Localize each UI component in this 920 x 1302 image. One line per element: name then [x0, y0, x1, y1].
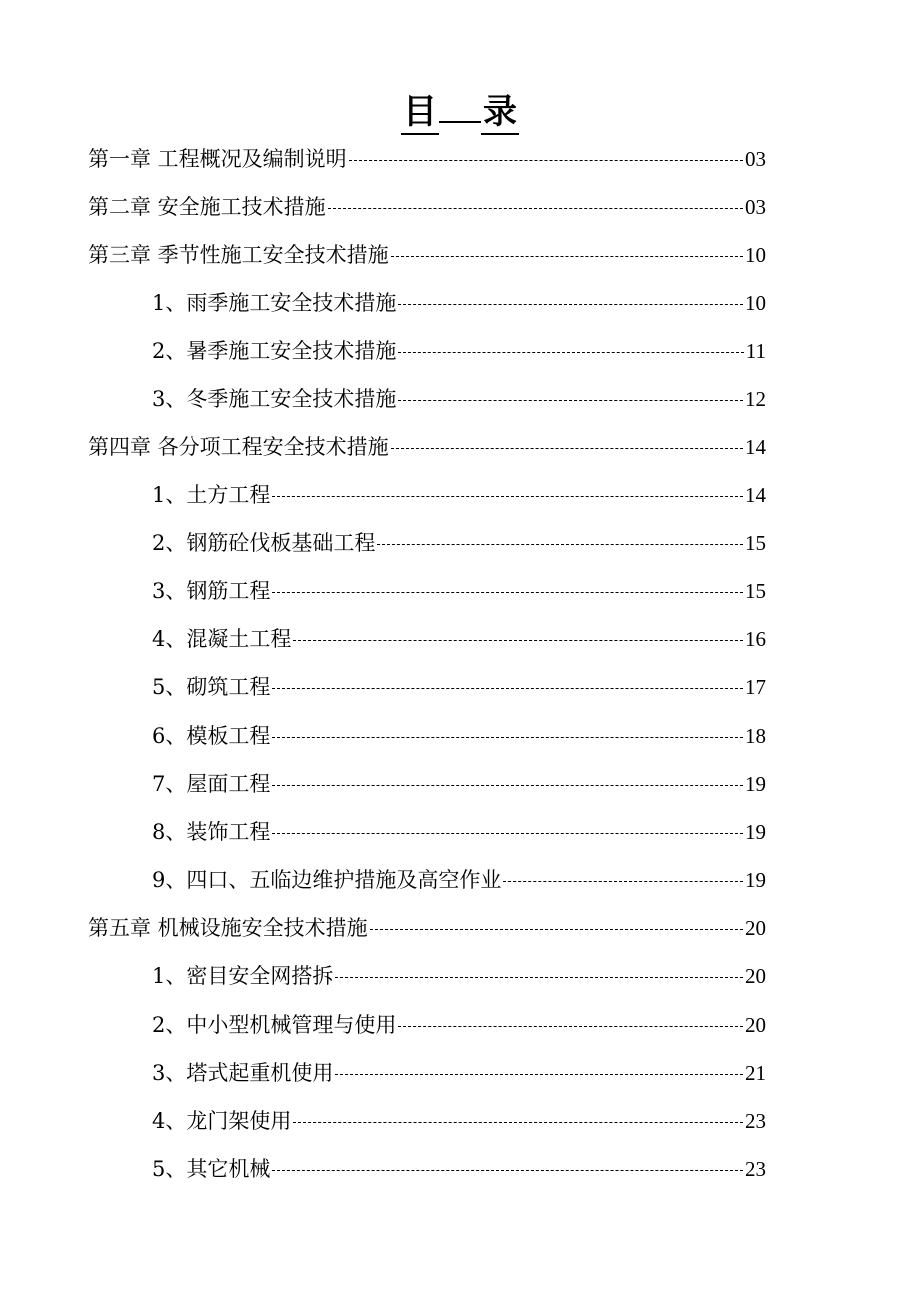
toc-page-number: 03	[745, 195, 766, 219]
toc-leader-line	[377, 544, 743, 545]
toc-section-entry[interactable]	[152, 478, 766, 512]
toc-entry-label: 4、混凝土工程	[152, 627, 292, 651]
toc-entry-label: 3、钢筋工程	[152, 579, 271, 603]
toc-entry-label: 2、钢筋砼伐板基础工程	[152, 531, 376, 555]
toc-leader-line	[370, 929, 743, 930]
toc-section-entry[interactable]	[152, 767, 766, 801]
toc-section-entry[interactable]	[152, 574, 766, 608]
title-char-2: 录	[481, 91, 519, 135]
toc-leader-line	[391, 448, 743, 449]
toc-section-entry[interactable]	[152, 334, 766, 368]
toc-section-entry[interactable]	[152, 1104, 766, 1138]
toc-section-entry[interactable]	[152, 670, 766, 704]
toc-leader-line	[293, 1122, 743, 1123]
toc-entry-label: 3、塔式起重机使用	[152, 1061, 334, 1085]
toc-page-number: 11	[745, 339, 766, 363]
toc-entry-label: 7、屋面工程	[152, 772, 271, 796]
toc-leader-line	[335, 977, 743, 978]
toc-page-number: 21	[745, 1061, 766, 1085]
toc-section-entry[interactable]	[152, 286, 766, 320]
toc-entry-label: 5、砌筑工程	[152, 675, 271, 699]
title-char-1: 目	[401, 91, 439, 135]
toc-entry-label: 2、暑季施工安全技术措施	[152, 339, 397, 363]
toc-page-number: 10	[745, 291, 766, 315]
toc-chapter-entry[interactable]	[88, 190, 766, 224]
toc-section-entry[interactable]	[152, 959, 766, 993]
toc-page-number: 10	[745, 243, 766, 267]
toc-page-number: 19	[745, 820, 766, 844]
toc-page-number: 12	[745, 387, 766, 411]
toc-page-number: 14	[745, 435, 766, 459]
toc-section-entry[interactable]	[152, 815, 766, 849]
toc-leader-line	[293, 640, 743, 641]
toc-leader-line	[272, 737, 743, 738]
toc-page-number: 17	[745, 675, 766, 699]
toc-leader-line	[272, 833, 743, 834]
toc-entry-label: 第四章 各分项工程安全技术措施	[88, 435, 389, 459]
toc-page-number: 23	[745, 1157, 766, 1181]
toc-section-entry[interactable]	[152, 1008, 766, 1042]
toc-page-number: 23	[745, 1109, 766, 1133]
toc-leader-line	[328, 208, 743, 209]
toc-page-number: 15	[745, 579, 766, 603]
toc-entry-label: 第一章 工程概况及编制说明	[88, 147, 347, 171]
toc-chapter-entry[interactable]	[88, 238, 766, 272]
toc-entry-label: 第五章 机械设施安全技术措施	[88, 916, 368, 940]
page-title	[0, 88, 920, 136]
toc-leader-line	[272, 785, 743, 786]
toc-page-number: 15	[745, 531, 766, 555]
toc-entry-label: 9、四口、五临边维护措施及高空作业	[152, 868, 502, 892]
toc-leader-line	[272, 592, 743, 593]
toc-chapter-entry[interactable]	[88, 142, 766, 176]
toc-page-number: 20	[745, 1013, 766, 1037]
toc-page-number: 19	[745, 772, 766, 796]
toc-page-number: 20	[745, 916, 766, 940]
toc-section-entry[interactable]	[152, 719, 766, 753]
toc-entry-label: 6、模板工程	[152, 724, 271, 748]
toc-section-entry[interactable]	[152, 863, 766, 897]
toc-entry-label: 8、装饰工程	[152, 820, 271, 844]
toc-leader-line	[503, 881, 743, 882]
toc-leader-line	[398, 352, 743, 353]
toc-page-number: 16	[745, 627, 766, 651]
toc-section-entry[interactable]	[152, 526, 766, 560]
toc-entry-label: 1、密目安全网搭拆	[152, 964, 334, 988]
toc-leader-line	[272, 496, 743, 497]
toc-section-entry[interactable]	[152, 1056, 766, 1090]
toc-leader-line	[349, 160, 743, 161]
toc-section-entry[interactable]	[152, 1152, 766, 1186]
toc-page-number: 20	[745, 964, 766, 988]
toc-entry-label: 第二章 安全施工技术措施	[88, 195, 326, 219]
toc-section-entry[interactable]	[152, 382, 766, 416]
toc-entry-label: 5、其它机械	[152, 1157, 271, 1181]
toc-chapter-entry[interactable]	[88, 911, 766, 945]
toc-leader-line	[272, 688, 743, 689]
toc-entry-label: 2、中小型机械管理与使用	[152, 1013, 397, 1037]
toc-page-number: 19	[745, 868, 766, 892]
toc-leader-line	[391, 256, 743, 257]
toc-leader-line	[398, 400, 743, 401]
toc-entry-label: 4、龙门架使用	[152, 1109, 292, 1133]
toc-page-number: 18	[745, 724, 766, 748]
toc-entry-label: 第三章 季节性施工安全技术措施	[88, 243, 389, 267]
toc-page-number: 03	[745, 147, 766, 171]
toc-entry-label: 1、土方工程	[152, 483, 271, 507]
toc-entry-label: 1、雨季施工安全技术措施	[152, 291, 397, 315]
toc-leader-line	[398, 304, 743, 305]
toc-chapter-entry[interactable]	[88, 430, 766, 464]
toc-section-entry[interactable]	[152, 622, 766, 656]
toc-leader-line	[398, 1026, 743, 1027]
toc-leader-line	[272, 1170, 743, 1171]
toc-page-number: 14	[745, 483, 766, 507]
toc-entry-label: 3、冬季施工安全技术措施	[152, 387, 397, 411]
toc-leader-line	[335, 1074, 743, 1075]
